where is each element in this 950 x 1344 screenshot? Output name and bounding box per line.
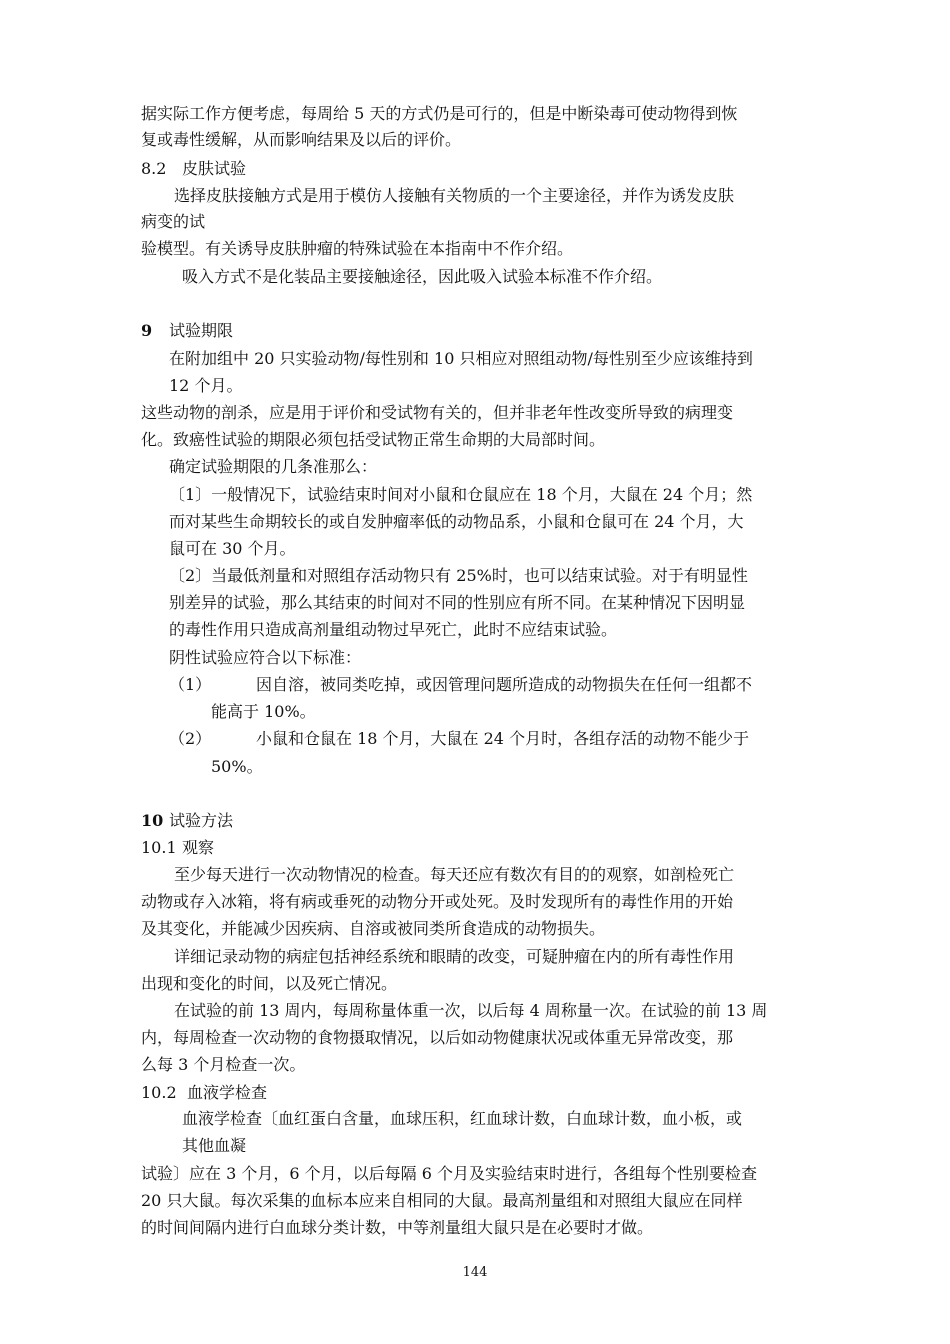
section-8-2-number: 8.2 [141,159,167,178]
text-line: 20 只大鼠。每次采集的血标本应来自相同的大鼠。最高剂量组和对照组大鼠应在同样 [141,1191,743,1210]
text-line: 确定试验期限的几条准那么： [169,457,378,476]
text-line: 12 个月。 [169,376,243,395]
text-line: 据实际工作方便考虑，每周给 5 天的方式仍是可行的，但是中断染毒可使动物得到恢 [141,104,738,123]
text-line: 及其变化，并能减少因疾病、自溶或被同类所食造成的动物损失。 [141,919,606,938]
text-line: 〔2〕当最低剂量和对照组存活动物只有 25%时，也可以结束试验。对于有明显性 [169,566,748,585]
section-10-title: 试验方法 [169,811,234,830]
text-line: 病变的试 [141,212,206,231]
text-line: 复或毒性缓解，从而影响结果及以后的评价。 [141,130,462,149]
section-10-number: 10 [141,811,164,830]
text-line: 的毒性作用只造成高剂量组动物过早死亡，此时不应结束试验。 [169,620,618,639]
text-line: 能高于 10%。 [211,702,316,721]
text-line: 其他血凝 [182,1136,247,1155]
text-line: 在附加组中 20 只实验动物/每性别和 10 只相应对照组动物/每性别至少应该维持到 [169,349,753,368]
text-line: 这些动物的剖杀，应是用于评价和受试物有关的，但并非老年性改变所导致的病理变 [141,403,734,422]
text-line: 鼠可在 30 个月。 [169,539,296,558]
text-line: 出现和变化的时间，以及死亡情况。 [141,974,398,993]
text-line: 选择皮肤接触方式是用于模仿人接触有关物质的一个主要途径，并作为诱发皮肤 [174,186,735,205]
text-line: 小鼠和仓鼠在 18 个月，大鼠在 24 个月时，各组存活的动物不能少于 [256,729,750,748]
text-line: 详细记录动物的病症包括神经系统和眼睛的改变，可疑肿瘤在内的所有毒性作用 [174,947,735,966]
text-line: 50%。 [211,757,263,776]
text-line: 内，每周检查一次动物的食物摄取情况，以后如动物健康状况或体重无异常改变，那 [141,1028,734,1047]
section-10-2-number: 10.2 [141,1083,177,1102]
text-line: 验模型。有关诱导皮肤肿瘤的特殊试验在本指南中不作介绍。 [141,239,574,258]
text-line: 试验〕应在 3 个月，6 个月，以后每隔 6 个月及实验结束时进行，各组每个性别要检查 [141,1164,757,1183]
section-10-1-number: 10.1 [141,838,177,857]
list-marker: （1） [169,675,212,694]
list-marker: （2） [169,729,212,748]
page-number: 144 [462,1265,488,1280]
text-line: 么每 3 个月检查一次。 [141,1055,306,1074]
text-line: 在试验的前 13 周内，每周称量体重一次，以后每 4 周称量一次。在试验的前 13 周 [174,1001,768,1020]
text-line: 化。致癌性试验的期限必须包括受试物正常生命期的大局部时间。 [141,430,606,449]
section-9-number: 9 [141,321,153,340]
section-9-title: 试验期限 [169,321,234,340]
section-8-2-title: 皮肤试验 [182,159,247,178]
text-line: 吸入方式不是化装品主要接触途径，因此吸入试验本标准不作介绍。 [182,267,663,286]
text-line: 阴性试验应符合以下标准： [169,648,362,667]
text-line: 动物或存入冰箱，将有病或垂死的动物分开或处死。及时发现所有的毒性作用的开始 [141,892,734,911]
text-line: 血液学检查〔血红蛋白含量，血球压积，红血球计数，白血球计数，血小板，或 [182,1109,743,1128]
text-line: 而对某些生命期较长的或自发肿瘤率低的动物品系，小鼠和仓鼠可在 24 个月，大 [169,512,744,531]
section-10-2-title: 血液学检查 [187,1083,268,1102]
text-line: 因自溶，被同类吃掉，或因管理问题所造成的动物损失在任何一组都不 [256,675,753,694]
text-line: 的时间间隔内进行白血球分类计数，中等剂量组大鼠只是在必要时才做。 [141,1218,654,1237]
text-line: 〔1〕一般情况下，试验结束时间对小鼠和仓鼠应在 18 个月，大鼠在 24 个月；然 [169,485,753,504]
text-line: 别差异的试验，那么其结束的时间对不同的性别应有所不同。在某种情况下因明显 [169,593,746,612]
section-10-1-title: 观察 [182,838,215,857]
text-line: 至少每天进行一次动物情况的检查。每天还应有数次有目的的观察，如剖检死亡 [174,865,735,884]
